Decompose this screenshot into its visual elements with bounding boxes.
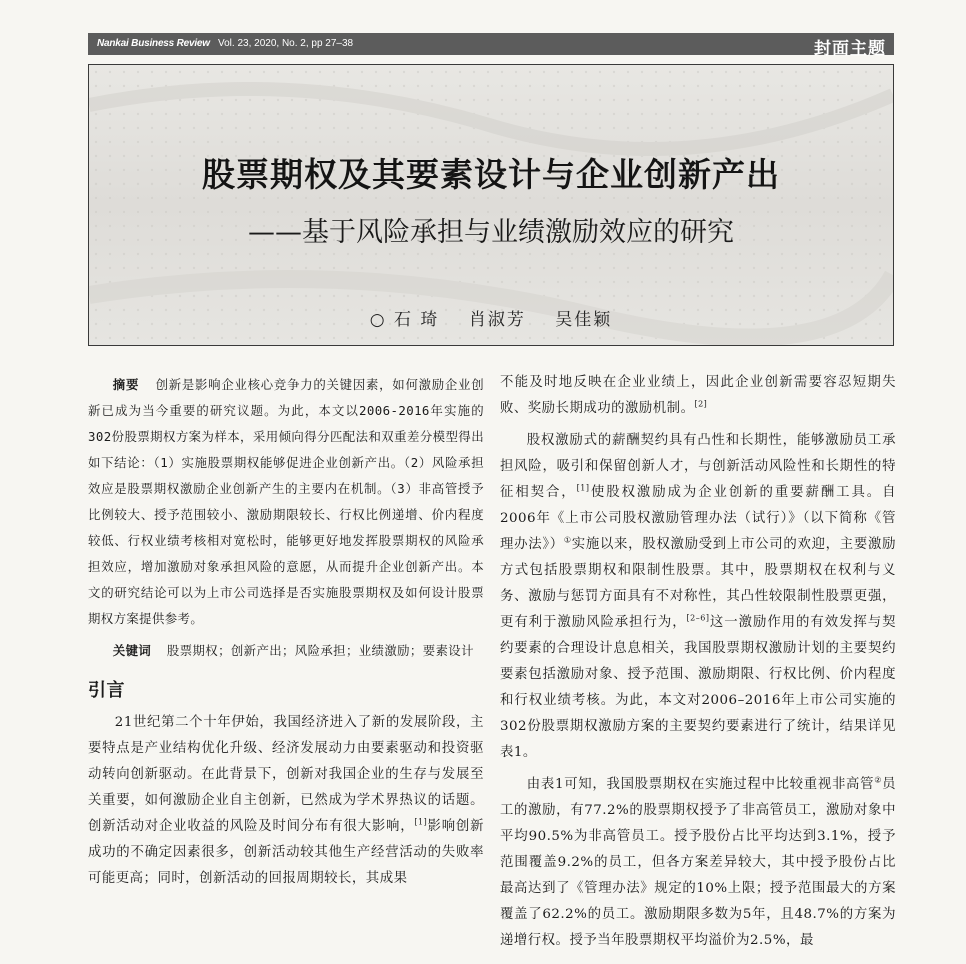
author-name: 石 琦 [394, 310, 440, 330]
section-heading-intro: 引言 [88, 680, 125, 701]
journal-name: Nankai Business Review [97, 38, 210, 49]
volume-info: Vol. 23, 2020, No. 2, pp 27–38 [218, 38, 354, 49]
keywords-text: 股票期权；创新产出；风险承担；业绩激励；要素设计 [166, 643, 474, 658]
footnote-marker: ② [874, 775, 883, 785]
citation: [1] [576, 483, 590, 493]
keywords [88, 638, 484, 664]
author-marker: ○ [369, 310, 387, 330]
body-text: 21世纪第二个十年伊始，我国经济进入了新的发展阶段，主要特点是产业结构优化升级、经济发展动力由要素驱动和投资驱动转向创新驱动。在此背景下，创新对我国企业的生存与发展至关重要，如何激励企业自主创新，已然成为学术界热议的话题。创新活动对企业收益的风险及时间分布有很大影响， [88, 715, 484, 834]
abstract-label: 摘要 [112, 377, 140, 392]
authors [89, 305, 893, 330]
background-pattern [89, 65, 893, 345]
body-text: 股权激励式的薪酬契约具有凸性和长期性，能够激励员工承担风险，吸引和保留创新人才，与创新活动风险性和长期性的特征相契合， [500, 433, 896, 500]
right-column [500, 370, 896, 954]
section-label: 封面主题 [814, 39, 886, 58]
abstract [88, 372, 484, 632]
body-text: 实施以来，股权激励受到上市公司的欢迎，主要激励方式包括股票期权和限制性股票。其中，股票期权在权利与义务、激励与惩罚方面具有不对称性，其凸性较限制性股票更强，更有利于激励风险承担行为， [500, 537, 896, 630]
body-text: 影响创新成功的不确定因素很多，创新活动较其他生产经营活动的失败率可能更高；同时，创新活动的回报周期较长，其成果 [88, 819, 484, 886]
paper-title: 股票期权及其要素设计与企业创新产出 [202, 155, 780, 194]
body-text: 不能及时地反映在企业业绩上，因此企业创新需要容忍短期失败、奖励长期成功的激励机制。 [500, 375, 896, 416]
title-banner [88, 64, 894, 346]
author-name: 吴佳颖 [555, 310, 613, 330]
citation: [2] [694, 399, 708, 409]
footnote-marker: ① [563, 535, 572, 545]
body-paragraph [500, 428, 896, 766]
left-column [88, 372, 484, 892]
keywords-label: 关键词 [112, 643, 152, 658]
paper-subtitle: ——基于风险承担与业绩激励效应的研究 [248, 217, 734, 248]
journal-header-bar [88, 33, 894, 58]
intro-paragraph [88, 710, 484, 892]
body-paragraph [500, 370, 896, 422]
citation: [2–6] [686, 613, 710, 623]
body-paragraph [500, 772, 896, 954]
abstract-text: 创新是影响企业核心竞争力的关键因素，如何激励企业创新已成为当今重要的研究议题。为此，本文以2006-2016年实施的302份股票期权方案为样本，采用倾向得分匹配法和双重差分模型得出如下结论：（1）实施股票期权能够促进企业创新产出。（2）风险承担效应是股票期权激励企业创新产生的主要内在机制。（3）非高管授予比例较大、授予范围较小、激励期限较长、行权比例递增、价内程度较低、行权业绩考核相对宽松时，能够更好地发挥股票期权的风险承担效应，增加激励对象承担风险的意愿，从而提升企业创新产出。本文的研究结论可以为上市公司选择是否实施股票期权及如何设计股票期权方案提供参考。 [88, 377, 484, 626]
citation: [1] [414, 817, 428, 827]
body-text: 由表1可知，我国股票期权在实施过程中比较重视非高管 [526, 777, 875, 792]
body-text: 使股权激励成为企业创新的重要薪酬工具。自2006年《上市公司股权激励管理办法（试行）》（以下简称《管理办法》） [500, 485, 897, 552]
author-name: 肖淑芳 [468, 310, 526, 330]
body-text: 员工的激励，有77.2%的股票期权授予了非高管员工，激励对象中平均90.5%为非高管员工。授予股份占比平均达到3.1%，授予范围覆盖9.2%的员工，但各方案差异较大，其中授予股份占比最高达到了《管理办法》规定的10%上限；授予范围最大的方案覆盖了62.2%的员工。激励期限多数为5年，且48.7%的方案为递增行权。授予当年股票期权平均溢价为2.5%，最 [500, 777, 896, 948]
body-text: 这一激励作用的有效发挥与契约要素的合理设计息息相关，我国股票期权激励计划的主要契约要素包括激励对象、授予范围、激励期限、行权比例、价内程度和行权业绩考核。为此，本文对2006–2016年上市公司实施的302份股票期权激励方案的主要契约要素进行了统计，结果详见表1。 [500, 615, 897, 760]
